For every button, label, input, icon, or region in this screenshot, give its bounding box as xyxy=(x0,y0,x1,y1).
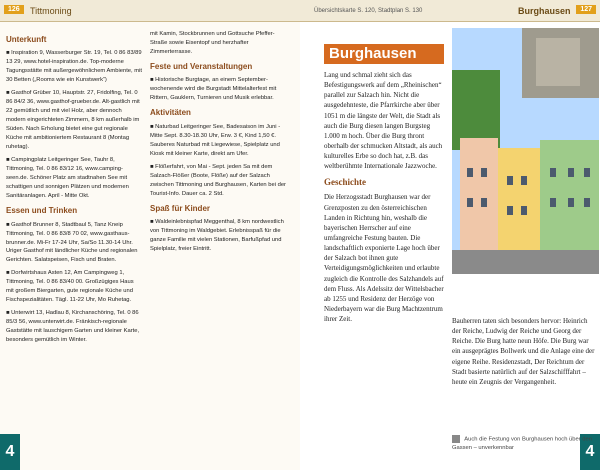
left-header-title: Tittmoning xyxy=(30,6,72,16)
list-item: ■ Gasthof Grüber 10, Hauptstr. 27, Fridolfing, Tel. 0 86 84/2 36, www.gasthof-grueber.de. Alt-gastlich mit 22 gemütlich und mit viel Holz, aber dennoch modern eingerichteten Zimmern, 8 km außerhalb im Süden. Nach Erholung bietet eine gut regionale Küche mit ambitioniertem Restaurant 8 (Montag ruhetag). xyxy=(6,90,140,151)
list-item: ■ Unterwirt 13, Hadlau 8, Kirchanschöring, Tel. 0 86 85/3 56, www.unterwirt.de. Fränkisch-regionale Gaststätte mit lauschigem Garten und kleiner Karte, besonders gemütlich im Winter. xyxy=(6,310,140,344)
caption-marker-icon xyxy=(452,435,460,443)
section-title: Essen und Trinken xyxy=(6,206,78,216)
caption-text: Auch die Festung von Burghausen hoch über den Gassen – unverkennbar xyxy=(452,436,592,451)
history-paragraph: Die Herzogsstadt Burghausen war der Grenzposten zu den österreichischen Landen in Richtung hin, weshalb die bayerischen Herrscher auf eine umfangreiche Festung bauten. Die landschaftlich exponierte Lage hoch über der Salzach bot ihnen gute Verteidigungsmöglichkeiten und erlaubte zugleich die Kontrolle des Salzhandels auf dem Fluss. Als Adelssitz der Wittelsbacher ab 1255 und Residenz der Herzöge von Niederbayern war die Burg Machtzentrum ihrer Zeit. xyxy=(324,193,444,324)
photo-caption xyxy=(452,435,597,452)
intro-paragraph: Lang und schmal zieht sich das Befestigungswerk auf dem „Rheinischen“ parallel zur Salzach hin. Nicht die ausgedehnteste, die Pfarrkirche aber über 1051 m die längste der Welt, die Stadt als auch die Burg diesen langen Burgsteg 1.000 m hoch. Über die Burg thront oberhalb der schmucken Altstadt, als auch kulturelles Erbe so doch hat, z.B. das weltberühmte Internationale Jazzwoche. xyxy=(324,71,443,171)
right-page-number: 127 xyxy=(576,5,596,14)
town-illustration xyxy=(452,28,599,274)
list-item: ■ Flößerfahrt, von Mai - Sept. jeden Sa mit dem Salzach-Flößer (Boote, Flöße) auf der Salzach zwischen Tittmoning und Burghausen, Karten bei der Tourist-Info. Dauer ca. 2 Std. xyxy=(150,163,286,197)
list-item: mit Kamin, Stockbrunnen und Gottsuche Pfeffer-Straße sowie Eisentopf und herzhafter Zimmerterrasse. xyxy=(150,31,275,55)
list-item: ■ Historische Burgtage, an einem September-wochenende wird die Burgstadt Mittelalterfest mit Rittern, Gauklern, Turnieren und Musik erlebbar. xyxy=(150,77,277,102)
list-item: ■ Inspiration 9, Wasserburger Str. 19, Tel. 0 86 83/89 13 29, www.hotel-inspiration.de. Top-moderne Tagungsstätte mit außergewöhnlichem Ambiente, mit 30 Betten („Rooms wie ein Kunstwerk“) xyxy=(6,50,142,84)
burghausen-photo xyxy=(452,28,599,274)
side-text: Bauherren taten sich besonders hervor: Heinrich der Reiche, Ludwig der Reiche und Georg der Reiche. Die Burg hatte neun Höfe. Die Burg war ein ausgeprägtes Bollwerk und die Anlage eine der eigene Reihe. Residenzstadt, Der Reichtum der Stadt basierte natürlich auf der Salzschifffahrt – heute ein Zeugnis der Vergangenheit. xyxy=(452,317,595,386)
history-heading: Geschichte xyxy=(324,177,366,188)
left-column-2 xyxy=(150,30,290,258)
section-title: Feste und Veranstaltungen xyxy=(150,61,253,71)
page-title: Burghausen xyxy=(324,44,444,64)
left-page-number: 126 xyxy=(4,5,24,14)
list-item: ■ Campingplatz Leitgeringer See, Tauhr 8, Tittmoning, Tel. 0 86 83/12 16, www.camping-seen.de. Schöner Platz am stadtnahen See mit schattigen und sonnigen Plätzen und modernen Sanitäranlagen. April - Mitte Okt. xyxy=(6,157,129,200)
list-item: ■ Dorfwirtshaus Asten 12, Am Campingweg 1, Tittmoning, Tel. 0 86 83/40 00. Großzügiges Haus mit großem Biergarten, gute regionale Küche und Fischspezialitäten. Tägl. 11-22 Uhr, Mo Ruhetag. xyxy=(6,270,134,304)
section-title: Aktivitäten xyxy=(150,108,191,118)
header-map-reference: Übersichtskarte S. 120, Stadtplan S. 130 xyxy=(314,8,423,14)
main-text xyxy=(324,70,446,324)
chapter-tab-left: 4 xyxy=(0,434,20,470)
list-item: ■ Waldeinlebnispfad Meggenthal, 8 km nordwestlich von Tittmoning im Waldgebiet. Erlebnisspaß für die ganze Familie mit vielen Stationen, Barfußpfad und Spielplatz, freier Eintritt. xyxy=(150,218,284,252)
left-column-1 xyxy=(6,30,142,349)
section-title: Spaß für Kinder xyxy=(150,203,211,213)
list-item: ■ Naturbad Leitgeringer See, Badesaison im Juni - Mitte Sept. 8.30-18.30 Uhr, Erw. 3 €, Kind 1,50 €. Sauberes Naturbad mit Liegewiese, Spielplatz und Kiosk mit kleiner Karte, direkt am Ufer. xyxy=(150,123,281,157)
section-title: Unterkunft xyxy=(6,35,47,44)
list-item: ■ Gasthof Brunner 8, Stadtbaul 5, Tanz Kneip Tittmoning, Tel. 0 86 83/8 70 02, www.gasthaus-brunner.de. Mi-Fr 17-24 Uhr, Sa/So 11.30-14 Uhr. Uriger Gasthof mit ländlicher Küche und regionalen Gerichten. Salatspeisen, Fisch und Braten. xyxy=(6,221,138,264)
right-header xyxy=(300,0,600,22)
left-header xyxy=(0,0,300,22)
right-header-title: Burghausen xyxy=(518,6,571,16)
chapter-tab-right: 4 xyxy=(580,434,600,470)
